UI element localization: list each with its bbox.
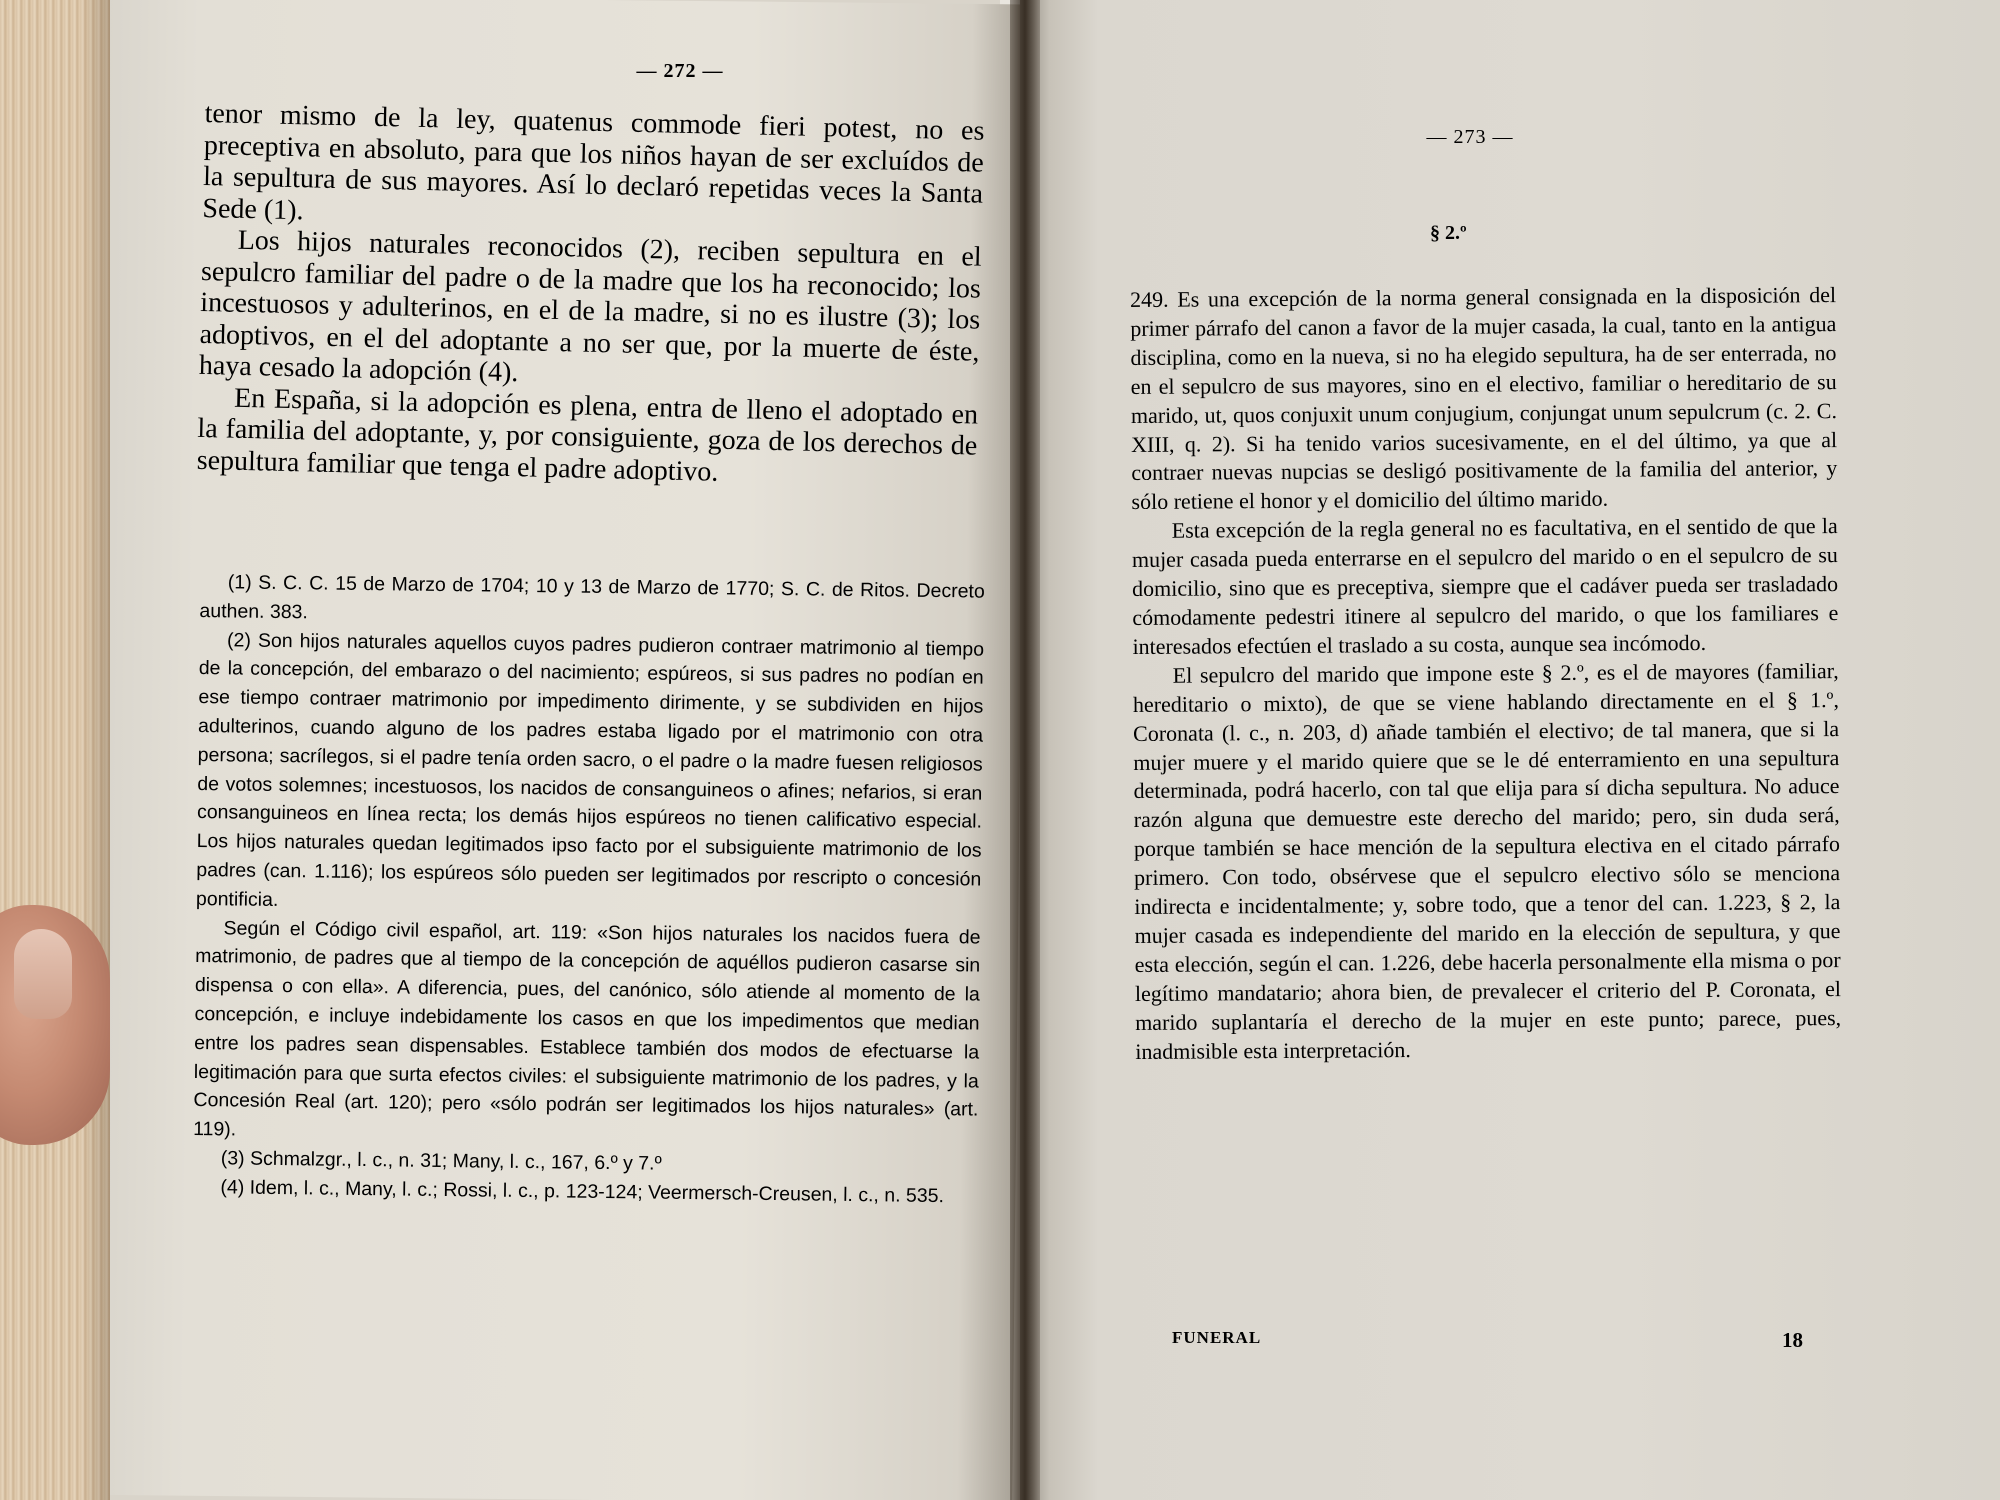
right-paragraph: El sepulcro del marido que impone este § 2.º, es el de mayores (familiar, hereditario o mixto), de que se viene hablando directamente en el § 1.º, Coronata (l. c., n. 203, d) añade también el electivo; de tal manera, que si la mujer muere y el marido quiere que se le dé enterramiento en una sepultura determinada, podrá hacerlo, con tal que elija para sí dicha sepultura. No aduce razón alguna que demuestre este derecho del marido; pero, sin duda será, porque también se hace mención de la sepultura electiva en el citado párrafo primero. Con todo, obsérvese que el sepulcro electivo sólo se menciona indirecta e incidentalmente; y, sobre todo, que a tenor del can. 1.223, § 2, la mujer casada es independiente del marido en la elección de sepultura, y que esta elección, según el can. 1.226, debe hacerla personalmente ella misma o por legítimo mandatario; ahora bien, de prevalecer el criterio del P. Coronata, el marido suplantaría el derecho de la mujer en este punto; parece, pues, inadmisible esta interpretación. xyxy=(1132,657,1842,1064)
footnote: (2) Son hijos naturales aquellos cuyos padres pudieron contraer matrimonio al tiempo de la concepción, del embarazo o del nacimiento; espúreos, si sus padres no podían en ese tiempo contraer matrimonio por impedimento dirimente, y se subdividen en hijos adulterinos, cuando alguno de los padres estaba ligado por el matrimonio con otra persona; sacrílegos, si el padre tenía orden sacro, o el padre o la madre fuesen religiosos de votos solemnes; incestuosos, los nacidos de consanguineos o afines; nefarios, si eran consanguineos en línea recta; los demás hijos espúreos no tienen calificativo especial. Los hijos naturales quedan legitimados ipso facto por el subsiguiente matrimonio de los padres (can. 1.116); los espúreos sólo pueden ser legitimados por rescripto o concesión pontificia. xyxy=(195,628,985,911)
right-paragraph: 249. Es una excepción de la norma general consignada en la disposición del primer párrafo del canon a favor de la mujer casada, la cual, tanto en la antigua disciplina, como en la nueva, si no ha elegido sepultura, ha de ser enterrada, no en el sepulcro de sus mayores, sino en el electivo, familiar o hereditario de su marido, ut, quos conjuxit unum conjugium, conjungat unum sepulcrum (c. 2. C. XIII, q. 2). Si ha tenido varios sucesivamente, en el del último, ya que al contraer nuevas nupcias se desligó positivamente de la familia del anterior, y sólo retiene el honor y el domicilio del último marido. xyxy=(1130,282,1838,515)
footnote: (3) Schmalzgr., l. c., n. 31; Many, l. c., 167, 6.º y 7.º xyxy=(220,1147,662,1175)
footnote-continuation: Según el Código civil español, art. 119: «Son hijos naturales los nacidos fuera de matrimonio, de padres que al tiempo de la concepción de aquéllos pudieron casarse sin dispensa o con ella». A diferencia, pues, del canónico, sólo atiende al momento de la concepción, e incluye indebidamente los casos en que los impedimentos que median entre los padres sean dispensables. Establece también dos modos de efectuarse la legitimación para que surta efectos civiles: el subsiguiente matrimonio de los padres, y la Concesión Real (art. 120); pero «sólo podrán ser legitimados los hijos naturales» (art. 119). xyxy=(193,916,981,1141)
right-running-head: — 273 — xyxy=(1426,126,1514,148)
page-edges xyxy=(0,0,110,1500)
signature-mark: FUNERAL xyxy=(1172,1328,1262,1347)
left-running-head: — 272 — xyxy=(636,60,724,82)
thumb xyxy=(0,905,110,1145)
right-main-text xyxy=(1130,281,1841,1066)
right-paragraph: Esta excepción de la regla general no es facultativa, en el sentido de que la mujer casada pueda enterrarse en el sepulcro del marido o en el sepulcro de su domicilio, sino que es preceptiva, siempre que el cadáver pueda ser trasladado cómodamente pedestri itinere al sepulcro del marido, o que los familiares e interesados efectúen el traslado a su costa, aunque sea incómodo. xyxy=(1131,513,1839,659)
signature-number: 18 xyxy=(1782,1328,1803,1352)
left-paragraph: En España, si la adopción es plena, entra de lleno el adoptado en la familia del adoptante, y, por consiguiente, goza de los derechos de sepultura familiar que tenga el padre adoptivo. xyxy=(196,382,979,488)
book-gutter xyxy=(1010,0,1040,1500)
left-main-text xyxy=(196,98,984,494)
left-paragraph: tenor mismo de la ley, quatenus commode fieri potest, no es preceptiva en absoluto, para que los niños hayan de ser excluídos de la sepultura de sus mayores. Así lo declaró repetidas veces la Santa Sede (1). xyxy=(202,98,985,226)
footnote: (4) Idem, l. c., Many, l. c.; Rossi, l. c., p. 123-124; Veermersch-Creusen, l. c., n. 535. xyxy=(220,1176,945,1207)
left-paragraph: Los hijos naturales reconocidos (2), reciben sepultura en el sepulcro familiar del padre o de la madre que los ha reconocido; los incestuosos y adulterinos, en el de la madre, si no es ilustre (3); los adoptivos, en el del adoptante a no ser que, por la muerte de éste, haya cesado la adopción (4). xyxy=(198,224,982,389)
thumbnail-nail xyxy=(14,929,72,1019)
section-heading: § 2.º xyxy=(1430,222,1467,244)
footnote: (1) S. C. C. 15 de Marzo de 1704; 10 y 13 de Marzo de 1770; S. C. de Ritos. Decreto authen. 383. xyxy=(199,571,985,624)
left-footnotes xyxy=(192,568,985,1211)
